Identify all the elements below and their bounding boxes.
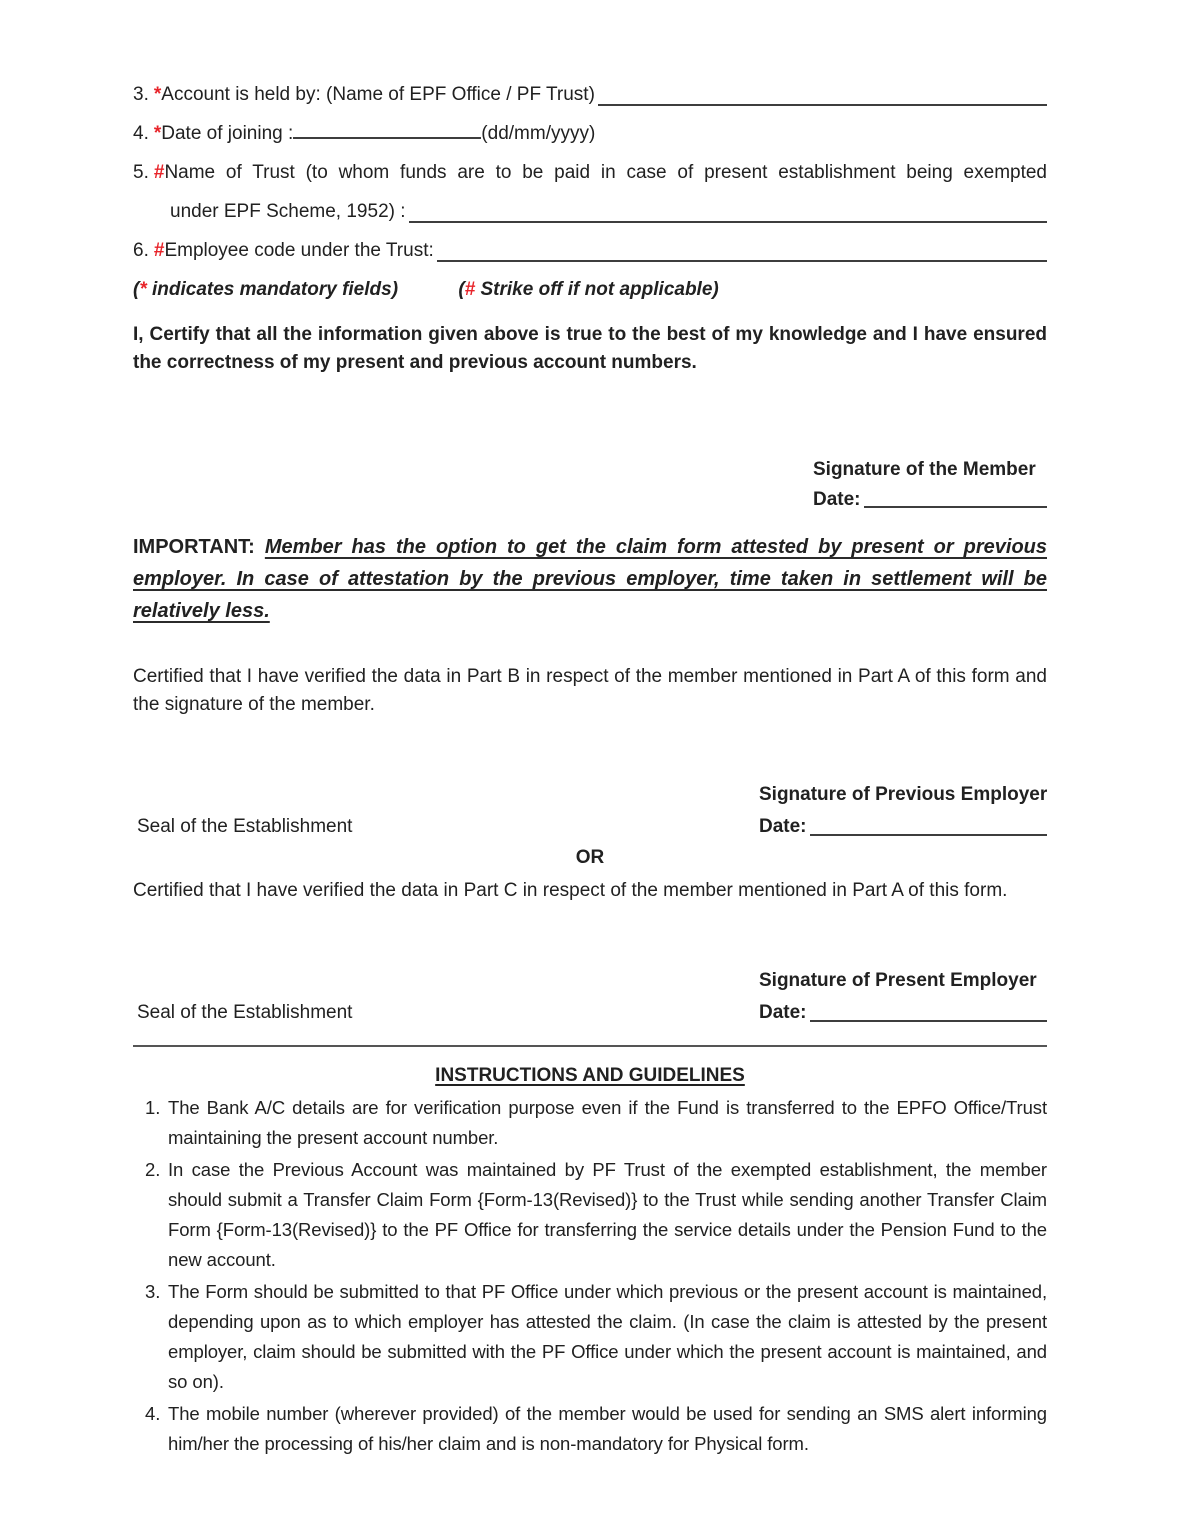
blank-line [864,485,1047,508]
paren: ( [133,279,140,300]
instruction-number: 3. [145,1281,161,1302]
mandatory-asterisk: * [153,84,162,105]
date-label: Date: [759,816,807,837]
signature-title: Signature of the Member [813,459,1036,480]
instruction-item [133,1399,1047,1459]
field-text: Date of joining : [161,123,294,144]
field-label [133,75,595,114]
blank-line [598,75,1047,106]
section-divider-line [133,1045,1047,1047]
date-label: Date: [813,489,861,510]
mandatory-asterisk: * [153,123,162,144]
important-note [133,531,1047,627]
instructions-list [133,1093,1047,1459]
item-number: 4. [133,123,149,144]
field-employee-code [133,231,1047,270]
instruction-number: 1. [145,1097,161,1118]
strike-off-note [458,279,718,300]
previous-employer-certification: Certified that I have verified the data in Part B in respect of the member mentioned in Part A of this form and the signature of the member. [133,666,1047,715]
instruction-text: The Form should be submitted to that PF Office under which previous or the present account is maintained, depending upon as to which employer has attested the claim. (In case the claim is attested by the present employer, claim should be submitted with the PF Office under which the present account is maintained, and so on). [168,1281,1047,1392]
blank-line [437,231,1047,262]
previous-employer-signature-row [133,779,1047,843]
note-text: indicates mandatory fields) [146,279,399,300]
instruction-number: 4. [145,1403,161,1424]
note-text: Strike off if not applicable) [475,279,719,300]
member-certification-statement: I, Certify that all the information given above is true to the best of my knowledge and I have ensured the correctness of my present and previous account numbers. [133,324,1047,373]
field-text: Name of Trust (to whom funds are to be paid in case of present establishment being exempted [164,162,1047,183]
field-text: Employee code under the Trust: [164,240,434,261]
date-label: Date: [759,1002,807,1023]
strike-off-hash: # [464,279,476,300]
present-employer-certification: Certified that I have verified the data in Part C in respect of the member mentioned in Part A of this form. [133,880,1008,901]
instruction-text: The Bank A/C details are for verification purpose even if the Fund is transferred to the EPFO Office/Trust maintaining the present account number. [168,1097,1047,1148]
legend-note [133,270,1047,309]
blank-line [810,811,1047,836]
strike-off-hash: # [153,162,165,183]
item-number: 3. [133,84,149,105]
strike-off-hash: # [153,240,165,261]
instruction-number: 2. [145,1159,161,1180]
date-row [759,811,1047,843]
blank-line [293,123,481,139]
instruction-text: The mobile number (wherever provided) of the member would be used for sending an SMS alert informing him/her the processing of his/her claim and is non-mandatory for Physical form. [168,1403,1047,1454]
important-label: IMPORTANT: [133,536,255,558]
field-text: Account is held by: (Name of EPF Office / PF Trust) [161,84,595,105]
field-text: under EPF Scheme, 1952) : [170,201,406,222]
present-employer-signature-row [133,965,1047,1029]
instruction-item [133,1155,1047,1275]
field-text-line1 [133,153,1047,192]
or-divider: OR [575,847,605,868]
instruction-item [133,1277,1047,1397]
important-text: Member has the option to get the claim form attested by present or previous employer. In case of attestation by the previous employer, time taken in settlement will be relatively less. [133,536,1047,622]
form-fields-section [133,75,1047,309]
paren: ( [458,279,465,300]
present-employer-signature-block [759,965,1047,1029]
field-text-line2 [133,192,1047,231]
field-date-of-joining [133,114,1047,153]
field-name-of-trust [133,153,1047,231]
signature-title: Signature of Previous Employer [759,784,1048,805]
signature-title: Signature of Present Employer [759,970,1037,991]
member-signature-block [813,455,1047,515]
instruction-text: In case the Previous Account was maintained by PF Trust of the exempted establishment, the member should submit a Transfer Claim Form {Form-13(Revised)} to the Trust while sending another Transfer Claim Form {Form-13(Revised)} to the PF Office for transferring the service details under the Pension Fund to the new account. [168,1159,1047,1270]
mandatory-asterisk: * [139,279,147,300]
item-number: 6. [133,240,149,261]
seal-of-establishment: Seal of the Establishment [137,1002,353,1023]
seal-of-establishment: Seal of the Establishment [137,816,353,837]
previous-employer-signature-block [759,779,1047,843]
date-row [813,485,1047,515]
date-row [759,997,1047,1029]
blank-line [810,997,1047,1022]
mandatory-note [133,279,398,300]
item-number: 5. [133,162,149,183]
field-label [133,231,434,270]
date-format-hint: (dd/mm/yyyy) [481,123,596,144]
instructions-heading: INSTRUCTIONS AND GUIDELINES [435,1065,745,1086]
field-account-held-by [133,75,1047,114]
instruction-item [133,1093,1047,1153]
blank-line [409,192,1047,223]
